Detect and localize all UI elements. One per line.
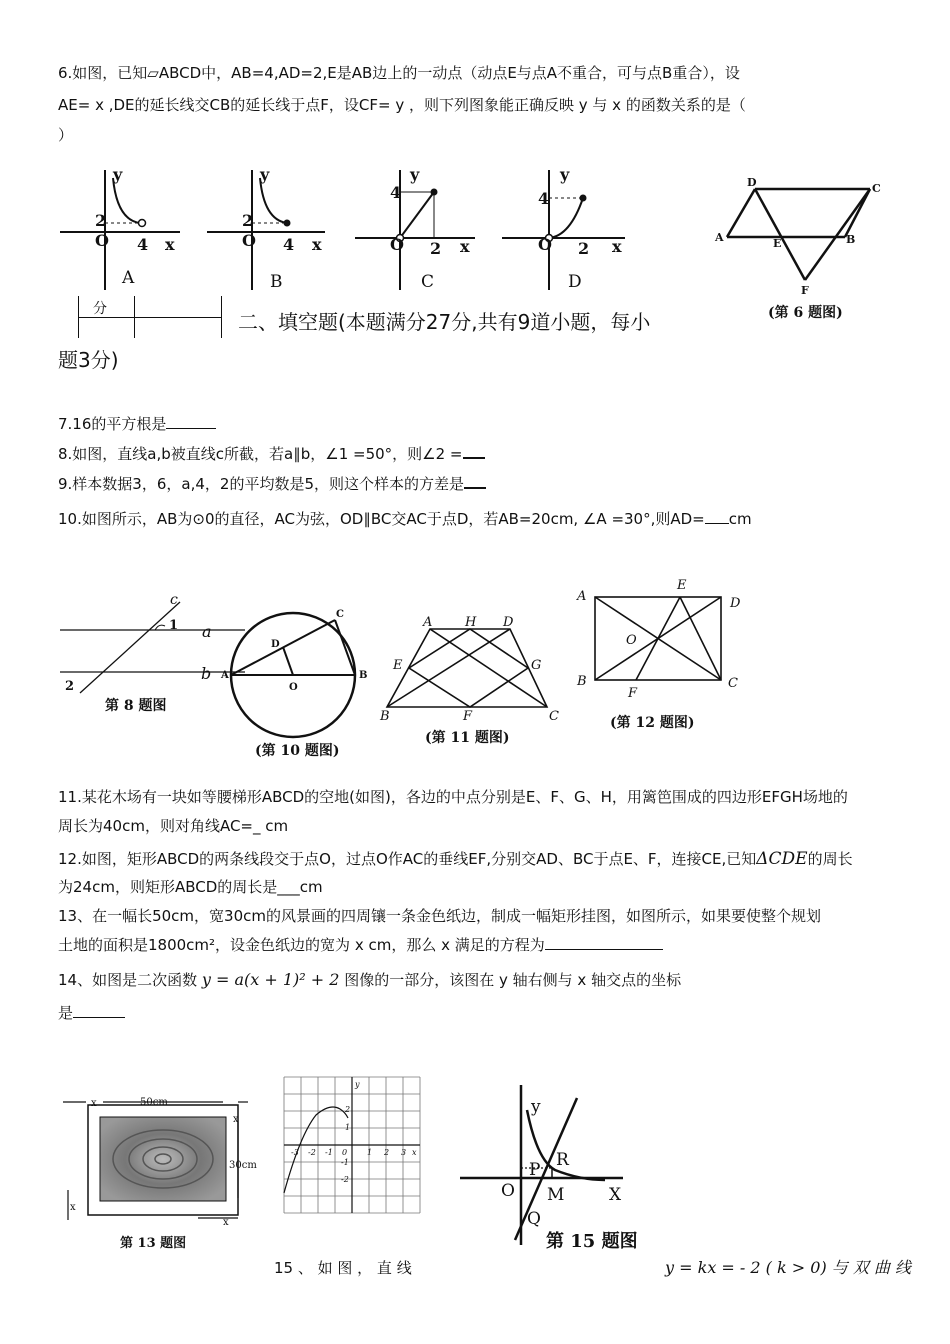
svg-text:E: E: [677, 578, 687, 593]
score-box: [78, 296, 222, 338]
q12-line2: 为24cm，则矩形ABCD的周长是___cm: [58, 878, 323, 896]
fig14-tick-y-neg1: -1: [341, 1158, 349, 1167]
q13-line1: 13、在一幅长50cm，宽30cm的风景画的四周镶一条金色纸边，制成一幅矩形挂图，如图所示，如果要使整个规划: [58, 907, 821, 925]
svg-text:O: O: [289, 682, 298, 693]
q15-part1: 15 、 如 图 ， 直 线: [274, 1259, 412, 1277]
svg-text:A: A: [577, 589, 587, 604]
q13-line2: 土地的面积是1800cm²，设金色纸边的宽为 x cm，那么 x 满足的方程为: [58, 934, 663, 955]
svg-text:Q: Q: [527, 1209, 541, 1229]
svg-text:x: x: [223, 1217, 229, 1228]
fig15-caption: 第 15 题图: [546, 1231, 638, 1252]
svg-text:A: A: [221, 670, 229, 681]
fig14-tick-y-1: 1: [345, 1123, 351, 1132]
option-d-label[interactable]: D: [568, 272, 582, 292]
svg-text:F: F: [628, 686, 638, 701]
vertex-e: E: [773, 237, 782, 250]
svg-text:R: R: [556, 1150, 569, 1170]
q14-line1: 14、如图是二次函数 y = a(x + 1)² + 2 图像的一部分，该图在 y 轴右侧与 x 轴交点的坐标: [58, 970, 682, 989]
fig11: [375, 612, 565, 722]
svg-text:M: M: [547, 1185, 565, 1205]
q8-text: 8.如图，直线a,b被直线c所截，若a∥b，∠1 =50°，则∠2 =: [58, 443, 485, 464]
svg-text:b: b: [201, 664, 212, 683]
svg-text:B: B: [577, 674, 587, 689]
svg-text:x: x: [91, 1098, 97, 1109]
svg-text:a: a: [202, 622, 212, 641]
option-c-label[interactable]: C: [421, 272, 435, 292]
fig14-tick-x-neg1: -1: [325, 1148, 333, 1157]
svg-text:B: B: [359, 670, 368, 681]
q12-line1: 12.如图，矩形ABCD的两条线段交于点O，过点O作AC的垂线EF,分别交AD、BC于点E、F，连接CE,已知ΔCDE的周长: [58, 849, 853, 869]
section2-title-line2: 题3分): [58, 348, 119, 372]
q6-line2: AE= x ,DE的延长线交CB的延长线于点F，设CF= y ，则下列图象能正确反映 y 与 x 的函数关系的是（: [58, 96, 746, 114]
q9-answer-blank[interactable]: [464, 487, 486, 489]
fig13: [58, 1090, 257, 1230]
fig14-tick-x-neg3: -3: [291, 1148, 299, 1157]
q14-line2: 是: [58, 1002, 125, 1023]
svg-text:D: D: [730, 596, 741, 611]
q6-option-graphs: [55, 160, 685, 300]
svg-text:C: C: [549, 709, 559, 724]
vertex-f: F: [801, 284, 809, 297]
fig14-tick-x-neg2: -2: [308, 1148, 316, 1157]
svg-text:O: O: [95, 231, 109, 250]
svg-text:H: H: [465, 615, 477, 630]
svg-text:O: O: [242, 231, 256, 250]
q7-text: 7.16的平方根是: [58, 413, 216, 434]
fig11-caption: (第 11 题图): [425, 730, 510, 746]
fig15: [455, 1080, 635, 1250]
fig14-tick-y-neg2: -2: [341, 1175, 349, 1184]
q13-answer-blank[interactable]: [545, 949, 663, 950]
svg-text:D: D: [503, 615, 514, 630]
svg-text:O: O: [501, 1181, 515, 1201]
svg-text:G: G: [531, 658, 542, 673]
q9-text: 9.样本数据3，6，a,4，2的平均数是5，则这个样本的方差是: [58, 473, 486, 494]
q10-text: 10.如图所示，AB为⊙0的直径，AC为弦，OD∥BC交AC于点D，若AB=20cm, ∠A =30°,则AD= cm: [58, 510, 752, 528]
vertex-d: D: [747, 176, 757, 189]
svg-text:y: y: [531, 1097, 541, 1117]
svg-text:E: E: [393, 658, 403, 673]
q8-answer-blank[interactable]: [463, 457, 485, 459]
svg-text:1: 1: [169, 618, 179, 633]
fig8-caption: 第 8 题图: [105, 698, 167, 714]
score-label: 分: [93, 301, 107, 317]
svg-text:y: y: [260, 165, 270, 184]
q6-line3: ）: [58, 126, 74, 144]
q11-line2: 周长为40cm，则对角线AC=_ cm: [58, 817, 289, 835]
option-a-label[interactable]: A: [122, 268, 135, 288]
svg-text:c: c: [170, 592, 178, 608]
fig14-tick-x-3: 3: [401, 1148, 407, 1157]
fig14-tick-y-2: 2: [345, 1105, 351, 1114]
svg-text:4: 4: [137, 235, 149, 254]
fig12: [572, 575, 747, 700]
fig14-xlabel: x: [412, 1148, 417, 1157]
svg-text:2: 2: [430, 239, 442, 258]
svg-text:2: 2: [242, 211, 254, 230]
svg-text:X: X: [609, 1185, 622, 1205]
fig14-tick-x-0: 0: [342, 1148, 348, 1157]
q14-answer-blank[interactable]: [73, 1017, 125, 1018]
svg-text:x: x: [460, 237, 470, 256]
vertex-a: A: [715, 231, 724, 244]
fig12-caption: (第 12 题图): [610, 715, 695, 731]
svg-text:4: 4: [283, 235, 295, 254]
fig13-height-label: 30cm: [229, 1160, 257, 1171]
svg-text:O: O: [390, 235, 404, 254]
svg-text:x: x: [165, 235, 175, 254]
q6-figure-caption: (第 6 题图): [768, 305, 843, 321]
section2-title-line1: 二、填空题(本题满分27分,共有9道小题，每小: [238, 310, 651, 334]
svg-text:x: x: [312, 235, 322, 254]
svg-text:4: 4: [538, 189, 550, 208]
fig14: [282, 1075, 422, 1215]
fig13-width-label: 50cm: [140, 1097, 168, 1108]
option-b-label[interactable]: B: [270, 272, 283, 292]
q6-line1: 6.如图，已知▱ABCD中，AB=4,AD=2,E是AB边上的一动点（动点E与点A不重合，可与点B重合），设: [58, 64, 740, 82]
svg-text:O: O: [538, 235, 552, 254]
svg-text:2: 2: [65, 679, 75, 694]
svg-text:x: x: [70, 1202, 76, 1213]
svg-text:O: O: [626, 633, 637, 648]
svg-text:x: x: [233, 1114, 239, 1125]
svg-text:y: y: [560, 165, 570, 184]
fig10-caption: (第 10 题图): [255, 743, 340, 759]
q7-answer-blank[interactable]: [166, 428, 216, 429]
fig14-tick-x-1: 1: [367, 1148, 373, 1157]
svg-text:2: 2: [95, 211, 107, 230]
q15-part2: y = kx = - 2 ( k > 0) 与 双 曲 线: [665, 1258, 912, 1277]
fig14-tick-x-2: 2: [384, 1148, 390, 1157]
svg-text:y: y: [113, 165, 123, 184]
q6-parallelogram-figure: [705, 172, 895, 302]
svg-text:2: 2: [578, 239, 590, 258]
q11-line1: 11.某花木场有一块如等腰梯形ABCD的空地(如图)，各边的中点分别是E、F、G、H，用篱笆围成的四边形EFGH场地的: [58, 788, 848, 806]
svg-text:A: A: [423, 615, 433, 630]
svg-text:x: x: [612, 237, 622, 256]
vertex-c: C: [872, 182, 881, 195]
svg-text:C: C: [336, 609, 344, 620]
svg-text:P: P: [529, 1160, 541, 1180]
svg-text:C: C: [728, 676, 738, 691]
q10-answer-blank[interactable]: [705, 523, 729, 524]
svg-text:F: F: [463, 709, 473, 724]
fig14-ylabel: y: [355, 1080, 360, 1089]
vertex-b: B: [846, 233, 856, 246]
svg-text:B: B: [380, 709, 390, 724]
fig13-caption: 第 13 题图: [120, 1236, 187, 1251]
svg-text:y: y: [410, 165, 420, 184]
svg-text:D: D: [271, 639, 280, 650]
svg-text:4: 4: [390, 183, 402, 202]
fig10: [221, 605, 375, 740]
